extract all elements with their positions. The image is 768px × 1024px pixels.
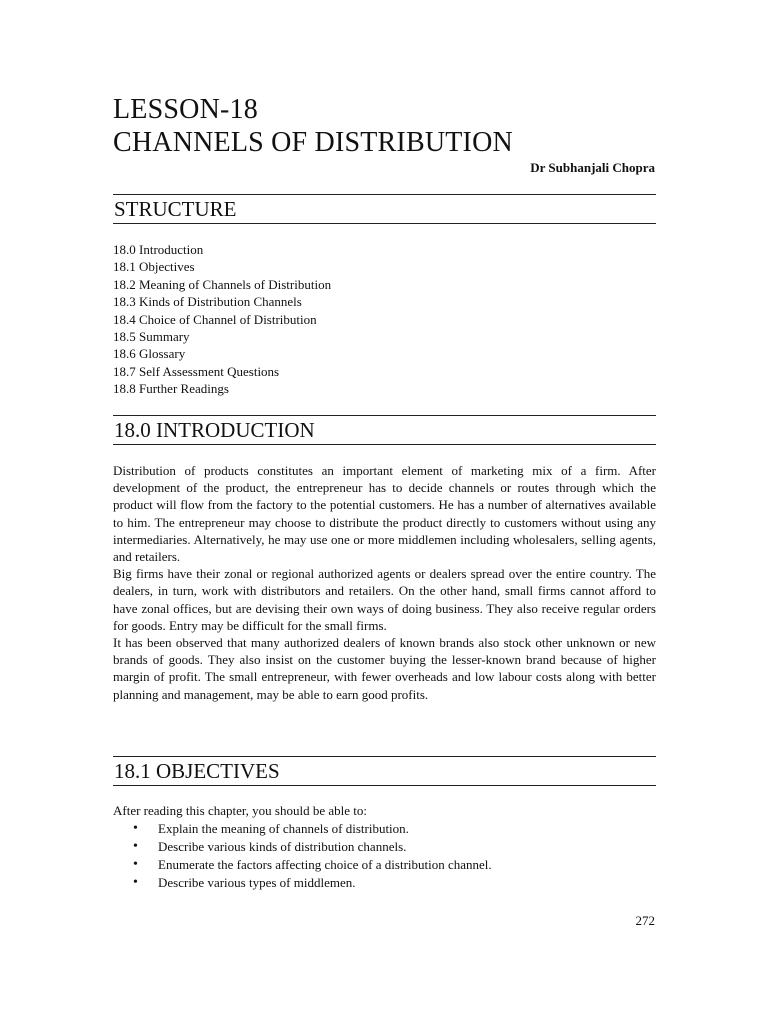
structure-item: 18.1 Objectives [113,259,195,275]
objective-item: • Explain the meaning of channels of distribution. [113,820,656,838]
objective-item: • Enumerate the factors affecting choice of a distribution channel. [113,856,656,874]
introduction-paragraph: It has been observed that many authorized dealers of known brands also stock other unknown or new brands of goods. They also insist on the customer buying the lesser-known brand because of higher margin of profit. The small entrepreneur, with fewer overheads and low labour costs along with better planning and management, may be able to earn good profits. [113,635,656,702]
lesson-title [113,93,513,159]
objectives-body [113,802,656,892]
objectives-list [113,820,656,892]
introduction-paragraph: Distribution of products constitutes an important element of marketing mix of a firm. After development of the product, the entrepreneur has to decide channels or routes through which the product will flow from the factory to the potential customers. He has a number of alternatives available to him. The entrepreneur may choose to distribute the product directly to customers without using any intermediaries. Alternatively, he may use one or more middlemen including wholesalers, selling agents, and retailers. [113,463,656,565]
structure-item: 18.6 Glossary [113,346,186,362]
page-number: 272 [635,913,655,928]
objective-item: • Describe various kinds of distribution channels. [113,838,656,856]
lesson-number: LESSON-18 [113,94,258,125]
structure-item: 18.4 Choice of Channel of Distribution [113,311,317,327]
author-name: Dr Subhanjali Chopra [530,160,655,175]
structure-list [113,241,331,398]
structure-item: 18.8 Further Readings [113,381,229,397]
structure-heading: STRUCTURE [113,194,656,224]
objectives-heading: 18.1 OBJECTIVES [113,756,656,786]
objectives-lead: After reading this chapter, you should be able to: [113,803,367,818]
structure-item: 18.5 Summary [113,329,190,345]
chapter-title: CHANNELS OF DISTRIBUTION [113,127,513,158]
objective-item: • Describe various types of middlemen. [113,874,656,892]
structure-item: 18.0 Introduction [113,242,204,257]
introduction-body [113,462,656,703]
introduction-paragraph: Big firms have their zonal or regional authorized agents or dealers spread over the entire country. The dealers, in turn, work with distributors and retailers. On the other hand, small firms cannot afford to have zonal offices, but are devising their own ways of doing business. They also receive regular orders for goods. Entry may be difficult for the small firms. [113,566,656,633]
structure-item: 18.3 Kinds of Distribution Channels [113,294,302,310]
introduction-heading: 18.0 INTRODUCTION [113,415,656,445]
structure-item: 18.2 Meaning of Channels of Distribution [113,276,332,292]
structure-item: 18.7 Self Assessment Questions [113,363,280,379]
